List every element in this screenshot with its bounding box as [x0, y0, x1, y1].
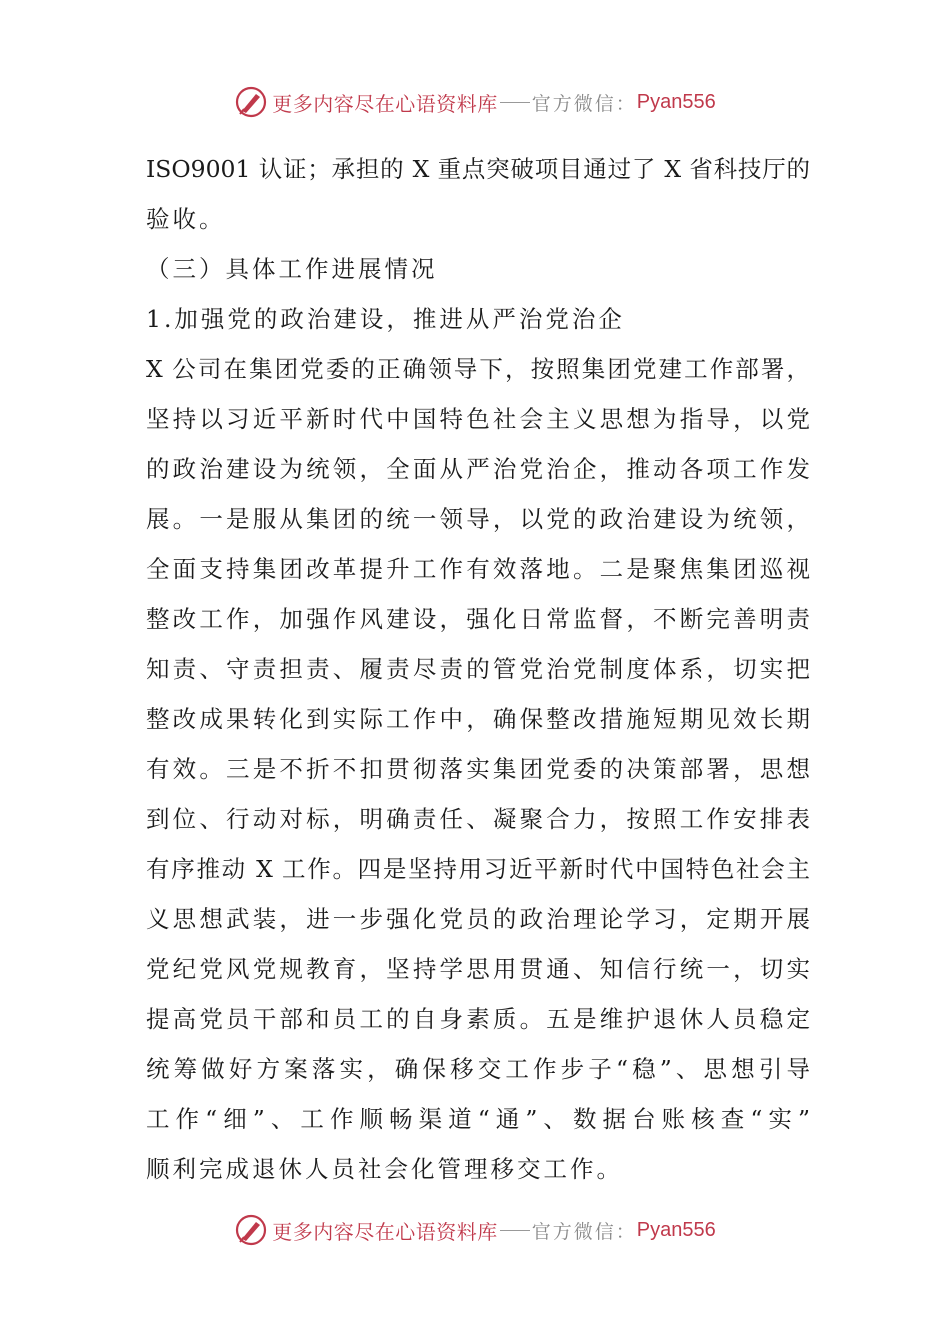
body-line-6: 坚持以习近平新时代中国特色社会主义思想为指导，以党: [146, 405, 810, 433]
body-line-17: 党纪党风党规教育，坚持学思用贯通、知信行统一，切实: [146, 955, 810, 983]
body-line-11: 知责、守责担责、履责尽责的管党治党制度体系，切实把: [146, 655, 810, 683]
body-line-21: 顺利完成退休人员社会化管理移交工作。: [146, 1155, 623, 1183]
header-banner: [0, 80, 950, 124]
banner-divider: [500, 1230, 530, 1231]
document-body: [146, 144, 810, 1194]
banner-wechat-id: Pyan556: [636, 90, 716, 113]
body-line-15: 有序推动 X 工作。四是坚持用习近平新时代中国特色社会主: [146, 855, 810, 883]
body-line-8: 展。一是服从集团的统一领导，以党的政治建设为统领，: [146, 505, 810, 533]
banner-wechat-label: 官方微信：: [531, 1220, 637, 1243]
banner-wechat-id: Pyan556: [636, 1218, 716, 1241]
body-line-1: ISO9001 认证；承担的 X 重点突破项目通过了 X 省科技厅的: [146, 155, 810, 183]
section-heading: （三）具体工作进展情况: [146, 255, 438, 283]
body-line-14: 到位、行动对标，明确责任、凝聚合力，按照工作安排表: [146, 805, 810, 833]
body-line-16: 义思想武装，进一步强化党员的政治理论学习，定期开展: [146, 905, 810, 933]
subsection-heading: 1.加强党的政治建设，推进从严治党治企: [146, 305, 625, 333]
banner-slogan: 更多内容尽在心语资料库: [272, 1219, 498, 1244]
quill-pen-circle-icon: [234, 85, 268, 119]
banner-slogan: 更多内容尽在心语资料库: [272, 91, 498, 116]
quill-pen-circle-icon: [234, 1213, 268, 1247]
footer-banner: [0, 1208, 950, 1252]
banner-wechat-label: 官方微信：: [531, 92, 637, 115]
body-line-18: 提高党员干部和员工的自身素质。五是维护退休人员稳定: [146, 1005, 810, 1033]
body-line-20: 工作“细”、工作顺畅渠道“通”、数据台账核查“实”: [146, 1105, 810, 1133]
body-line-19: 统筹做好方案落实，确保移交工作步子“稳”、思想引导: [146, 1055, 810, 1083]
body-line-5: X 公司在集团党委的正确领导下，按照集团党建工作部署，: [146, 355, 810, 383]
body-line-13: 有效。三是不折不扣贯彻落实集团党委的决策部署，思想: [146, 755, 810, 783]
body-line-12: 整改成果转化到实际工作中，确保整改措施短期见效长期: [146, 705, 810, 733]
body-line-10: 整改工作，加强作风建设，强化日常监督，不断完善明责: [146, 605, 810, 633]
body-line-7: 的政治建设为统领，全面从严治党治企，推动各项工作发: [146, 455, 810, 483]
body-line-9: 全面支持集团改革提升工作有效落地。二是聚焦集团巡视: [146, 555, 810, 583]
banner-divider: [500, 102, 530, 103]
body-line-2: 验收。: [146, 205, 226, 233]
